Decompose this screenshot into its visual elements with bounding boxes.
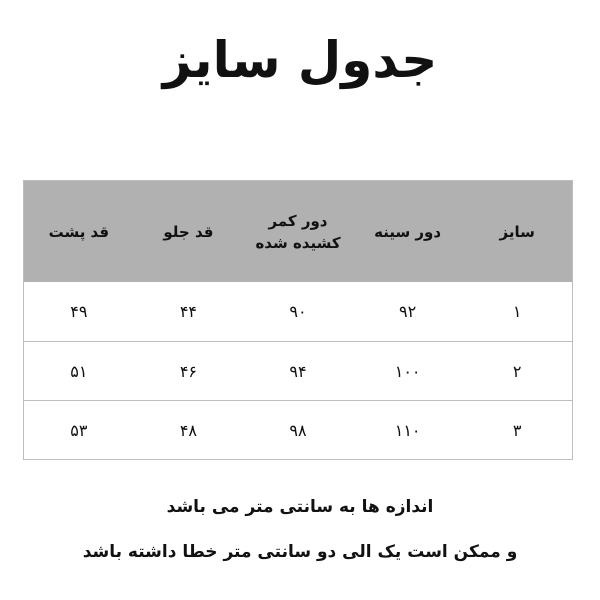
header-front-length: قد جلو <box>134 181 244 282</box>
cell-back-length: ۵۳ <box>24 401 134 460</box>
cell-waist: ۹۰ <box>289 302 307 321</box>
note-tolerance: و ممکن است یک الی دو سانتی متر خطا داشته باشد <box>82 542 518 562</box>
cell-chest: ۹۲ <box>399 302 417 321</box>
page-title: جدول سایز <box>162 31 438 89</box>
cell-front-length: ۴۴ <box>179 302 198 321</box>
table-header-row <box>24 181 572 282</box>
header-size: سایز <box>462 181 572 282</box>
cell-chest: ۱۰۰ <box>353 342 463 401</box>
table-row <box>24 401 572 460</box>
size-table-grid <box>24 181 572 459</box>
cell-chest: ۱۱۰ <box>353 401 463 460</box>
table-row <box>24 342 572 401</box>
cell-waist: ۹۴ <box>243 342 353 401</box>
cell-back-length: ۴۹ <box>70 302 88 321</box>
table-row <box>24 282 572 342</box>
cell-size: ۲ <box>462 342 572 401</box>
header-chest: دور سینه <box>353 181 463 282</box>
cell-back-length: ۵۱ <box>24 342 134 401</box>
header-back-length: قد پشت <box>24 181 134 282</box>
cell-size: ۳ <box>462 401 572 460</box>
size-table <box>23 180 573 460</box>
cell-front-length: ۴۶ <box>134 342 244 401</box>
cell-waist: ۹۸ <box>243 401 353 460</box>
cell-front-length: ۴۸ <box>134 401 244 460</box>
cell-size: ۱ <box>512 302 522 321</box>
note-units: اندازه ها به سانتی متر می باشد <box>166 497 434 517</box>
header-waist-stretched: دور کمر کشیده شده <box>243 181 353 282</box>
